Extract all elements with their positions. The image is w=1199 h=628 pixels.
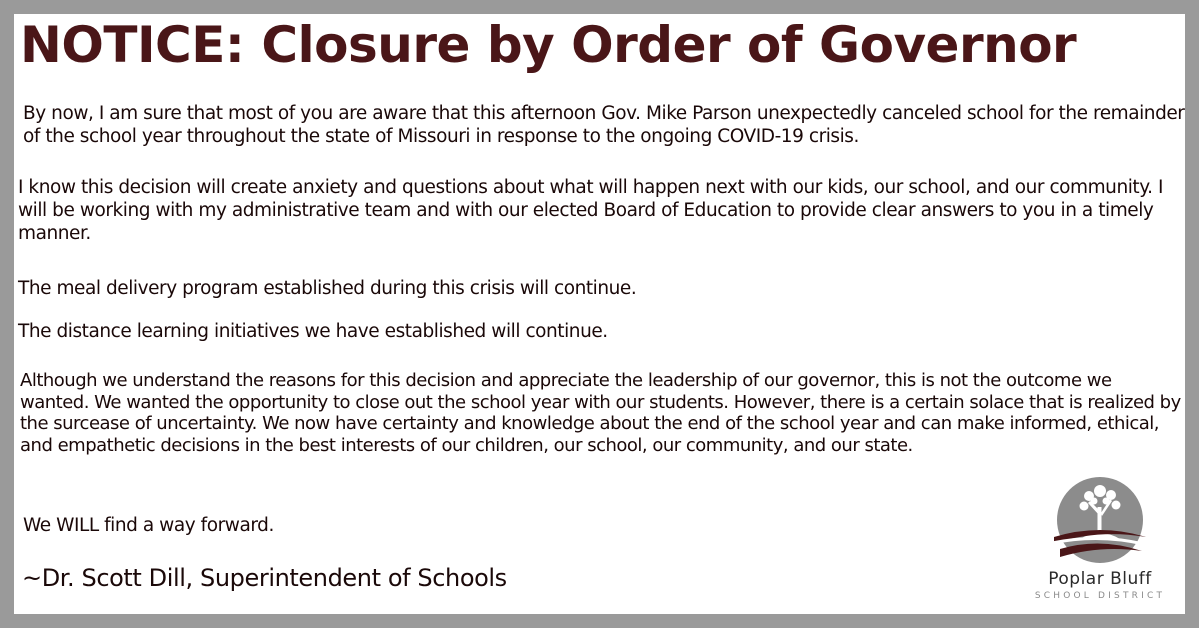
paragraph-distance-learning: The distance learning initiatives we have established will continue. xyxy=(18,321,608,342)
paragraph-announcement: By now, I am sure that most of you are aware that this afternoon Gov. Mike Parson unexpectedly canceled school for the remainder of the school year throughout the state of Missouri in response to the ongoing COVID-19 crisis. xyxy=(23,103,1185,147)
paragraph-reasons: Although we understand the reasons for this decision and appreciate the leadership of our governor, this is not the outcome we wanted. We wanted the opportunity to close out the school year with our students. However, there is a certain solace that is realized by the surcease of uncertainty. We now have certainty and knowledge about the end of the school year and can make informed, ethical, and empathetic decisions in the best interests of our children, our school, our community, and our state. xyxy=(20,370,1181,456)
logo-district-name: Poplar Bluff xyxy=(1048,569,1152,589)
paragraph-way-forward: We WILL find a way forward. xyxy=(23,515,274,536)
logo-district-subtitle: SCHOOL DISTRICT xyxy=(1034,591,1166,601)
paragraph-meal-delivery: The meal delivery program established during this crisis will continue. xyxy=(18,278,637,299)
notice-title: NOTICE: Closure by Order of Governor xyxy=(20,16,1077,74)
notice-card xyxy=(14,14,1185,614)
signature: ~Dr. Scott Dill, Superintendent of Schools xyxy=(22,564,507,592)
tree-icon xyxy=(1050,477,1150,567)
paragraph-anxiety: I know this decision will create anxiety and questions about what will happen next with our kids, our school, and our community. I will be working with my administrative team and with our elected Board of Education to provide clear answers to you in a timely manner. xyxy=(18,177,1163,244)
district-logo xyxy=(1020,477,1180,612)
